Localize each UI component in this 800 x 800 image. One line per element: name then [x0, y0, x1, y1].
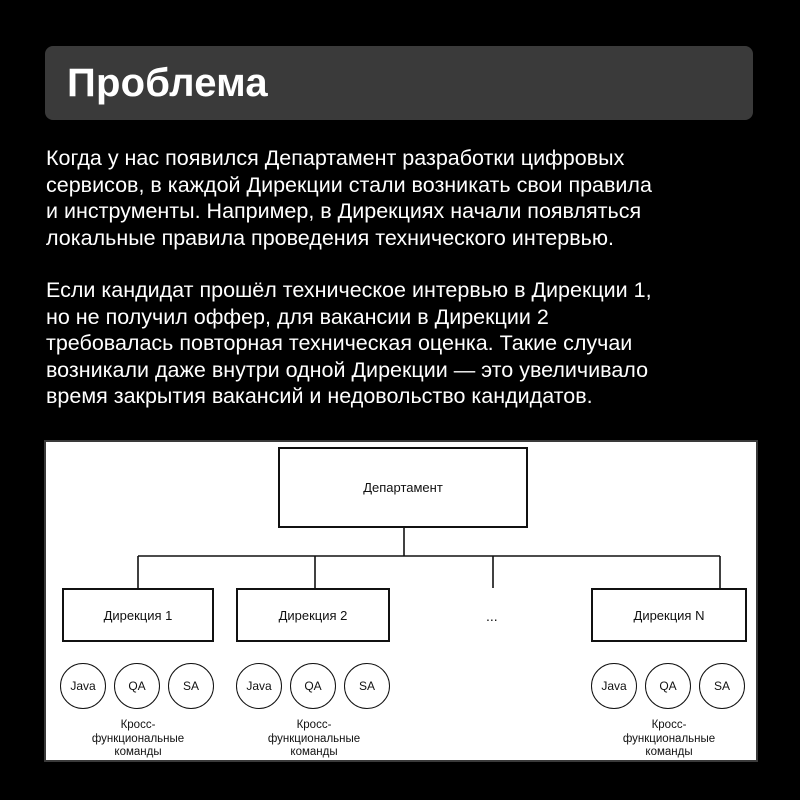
team-java-circle: Java: [60, 663, 106, 709]
team-qa-circle: QA: [645, 663, 691, 709]
paragraph-line: Когда у нас появился Департамент разработки цифровых: [46, 146, 625, 170]
caption-line: Кросс-: [296, 719, 332, 731]
directorate-1-box: Дирекция 1: [62, 588, 214, 642]
team-qa-circle: QA: [290, 663, 336, 709]
page-title: Проблема: [67, 60, 268, 105]
paragraph-line: время закрытия вакансий и недовольство кандидатов.: [46, 384, 593, 408]
team-java-circle: Java: [236, 663, 282, 709]
team-caption: [68, 719, 208, 760]
paragraph-line: локальные правила проведения технического интервью.: [46, 225, 614, 250]
paragraph-line: сервисов, в каждой Дирекции стали возникать свои правила: [46, 172, 652, 197]
directorate-2-box: Дирекция 2: [236, 588, 390, 642]
team-sa-circle: SA: [168, 663, 214, 709]
title-banner: [45, 46, 753, 120]
caption-line: функциональные: [91, 732, 185, 745]
directorate-n-box: Дирекция N: [591, 588, 747, 642]
caption-line: команды: [290, 746, 338, 758]
team-java-circle: Java: [591, 663, 637, 709]
team-sa-circle: SA: [344, 663, 390, 709]
paragraph-problem-intro: [46, 145, 761, 251]
caption-line: функциональные: [267, 732, 361, 745]
caption-line: Кросс-: [120, 719, 156, 731]
team-sa-circle: SA: [699, 663, 745, 709]
paragraph-line: но не получил оффер, для вакансии в Дирекции 2: [46, 304, 549, 329]
directorates-ellipsis: ...: [486, 608, 498, 624]
paragraph-line: возникали даже внутри одной Дирекции — это увеличивало: [46, 357, 649, 382]
paragraph-line: Если кандидат прошёл техническое интервью в Дирекции 1,: [46, 278, 652, 302]
paragraph-line: и инструменты. Например, в Дирекциях начали появляться: [46, 199, 642, 223]
caption-line: команды: [645, 746, 693, 758]
paragraph-problem-example: [46, 277, 761, 410]
caption-line: Кросс-: [651, 719, 687, 731]
org-structure-diagram: [44, 440, 758, 762]
team-caption: [599, 719, 739, 760]
caption-line: команды: [114, 746, 162, 758]
paragraph-line: требовалась повторная техническая оценка. Такие случаи: [46, 331, 633, 355]
department-box: Департамент: [278, 447, 528, 528]
team-caption: [244, 719, 384, 760]
team-qa-circle: QA: [114, 663, 160, 709]
caption-line: функциональные: [622, 732, 716, 745]
